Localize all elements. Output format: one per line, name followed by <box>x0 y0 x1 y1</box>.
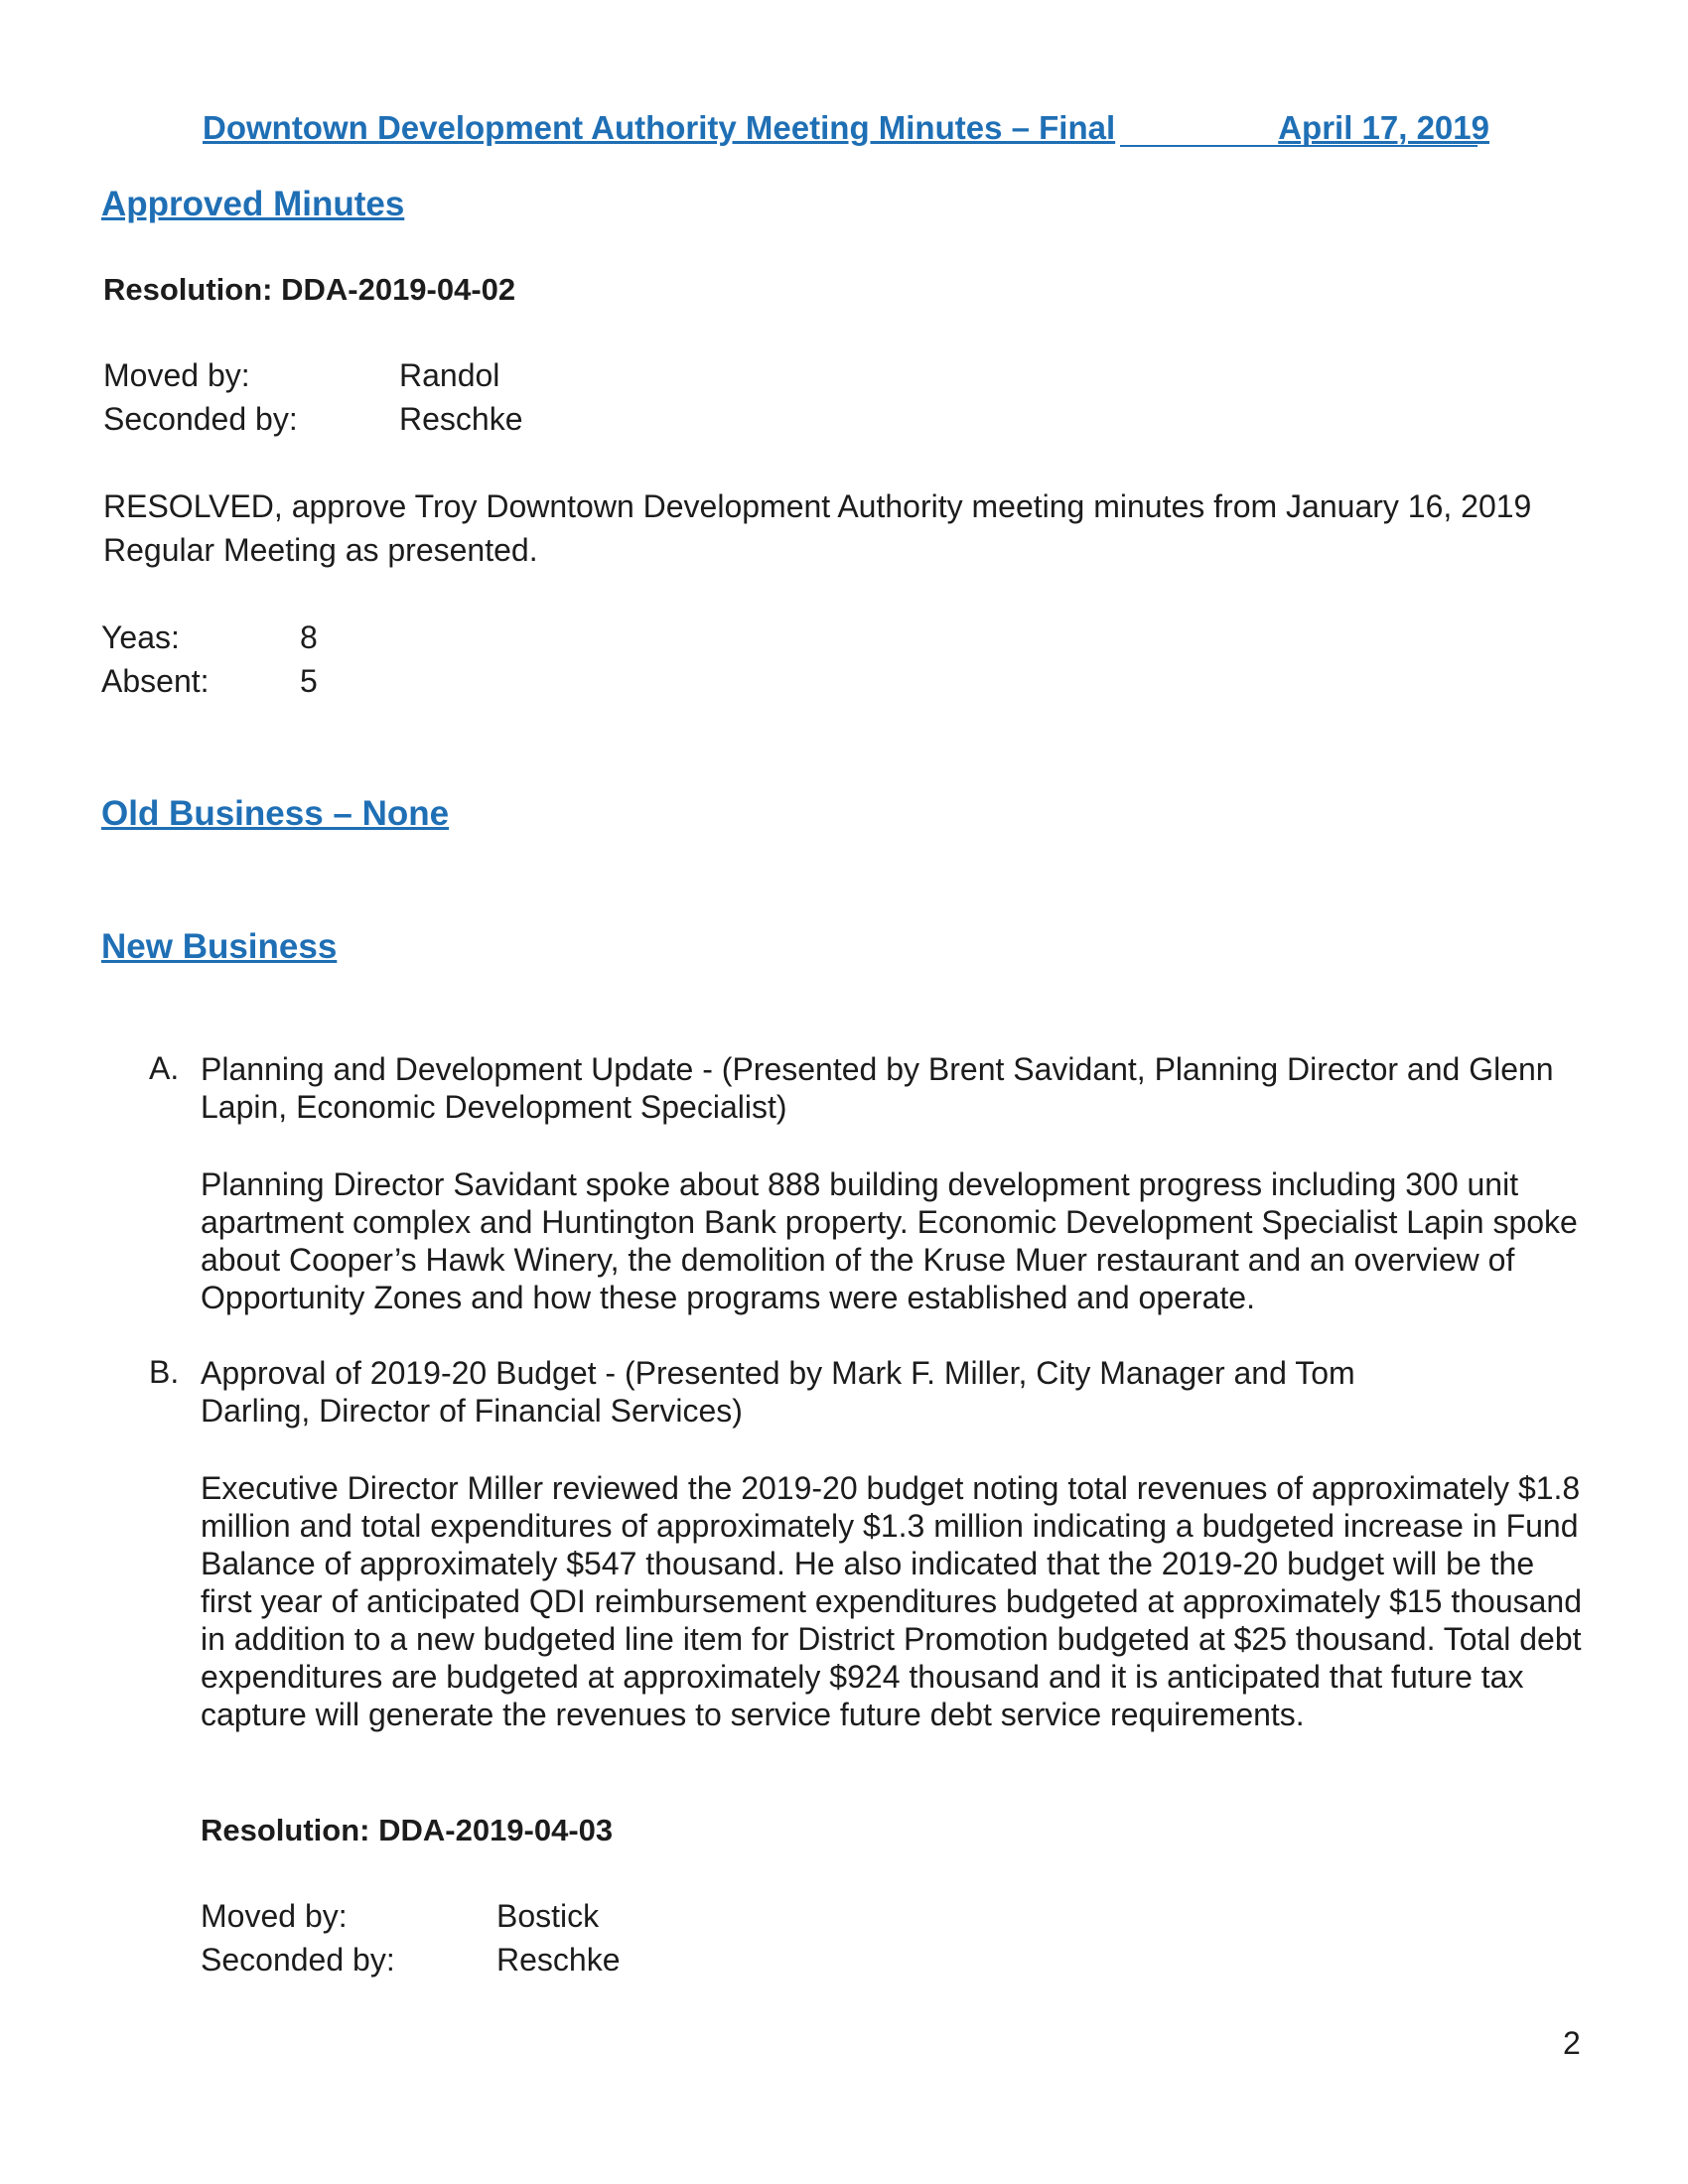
item-a-title: Planning and Development Update - (Presented by Brent Savidant, Planning Director and Glenn Lapin, Economic Development Specialist) <box>201 1051 1554 1125</box>
approved-minutes-heading: Approved Minutes <box>101 185 405 223</box>
moved-by-label: Moved by: <box>103 357 250 393</box>
absent-label: Absent: <box>101 663 210 699</box>
yeas-count: 8 <box>300 619 318 655</box>
item-b-seconded-by-label: Seconded by: <box>201 1942 395 1978</box>
seconded-by-label: Seconded by: <box>103 401 298 437</box>
absent-count: 5 <box>300 663 318 699</box>
resolved-paragraph: RESOLVED, approve Troy Downtown Development Authority meeting minutes from January 16, 2019 Regular Meeting as presented. <box>103 488 1532 568</box>
document-title: Downtown Development Authority Meeting Minutes – Final <box>203 109 1116 146</box>
old-business-heading: Old Business – None <box>101 794 450 833</box>
item-b-moved-by-label: Moved by: <box>201 1898 348 1934</box>
new-business-heading: New Business <box>101 927 338 966</box>
page-header <box>203 109 1489 149</box>
resolution-number: Resolution: DDA-2019-04-02 <box>103 272 516 307</box>
item-b-resolution-number: Resolution: DDA-2019-04-03 <box>201 1813 614 1847</box>
item-b-seconded-by-value: Reschke <box>496 1942 621 1978</box>
item-b-title: Approval of 2019-20 Budget - (Presented by Mark F. Miller, City Manager and Tom Darling, Director of Financial Services) <box>201 1355 1355 1429</box>
item-a-letter: A. <box>149 1050 180 1086</box>
yeas-label: Yeas: <box>101 619 180 655</box>
moved-by-value: Randol <box>399 357 500 393</box>
item-b-letter: B. <box>149 1354 180 1390</box>
item-b-body: Executive Director Miller reviewed the 2019-20 budget noting total revenues of approximately $1.8 million and total expenditures of approximately $1.3 million indicating a budgeted increase in Fund Balance of approximately $547 thousand. He also indicated that the 2019-20 budget will be the first year of anticipated QDI reimbursement expenditures budgeted at approximately $15 thousand in addition to a new budgeted line item for District Promotion budgeted at $25 thousand. Total debt expenditures are budgeted at approximately $924 thousand and it is anticipated that future tax capture will generate the revenues to service future debt service requirements. <box>201 1470 1583 1732</box>
item-a-body: Planning Director Savidant spoke about 888 building development progress including 300 unit apartment complex and Huntington Bank property. Economic Development Specialist Lapin spoke about Cooper’s Hawk Winery, the demolition of the Kruse Muer restaurant and an overview of Opportunity Zones and how these programs were established and operate. <box>201 1166 1578 1315</box>
page-number: 2 <box>1563 2025 1581 2061</box>
meeting-date: April 17, 2019 <box>1278 109 1489 146</box>
seconded-by-value: Reschke <box>399 401 523 437</box>
item-b-moved-by-value: Bostick <box>496 1898 600 1934</box>
